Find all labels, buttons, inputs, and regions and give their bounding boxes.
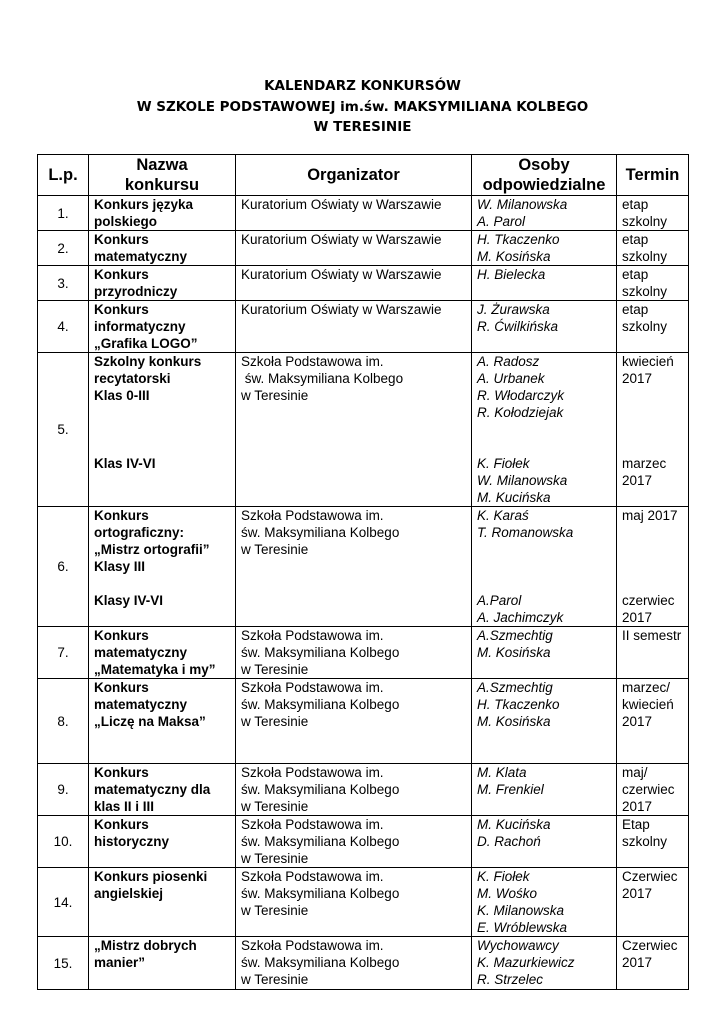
date-cell-line: 2017 — [622, 955, 653, 970]
date-cell-line: marzec/ — [622, 680, 671, 695]
responsible-persons — [472, 507, 617, 627]
responsible-persons-line: K. Karaś — [477, 508, 529, 523]
competition-name-line: Konkurs — [94, 680, 149, 695]
competition-name-line: klas II i III — [94, 799, 155, 814]
responsible-persons-line — [477, 558, 613, 575]
organizer-line: św. Maksymiliana Kolbego — [241, 697, 400, 712]
organizer-line: św. Maksymiliana Kolbego — [241, 782, 400, 797]
competition-name — [89, 507, 236, 627]
competition-name — [89, 816, 236, 868]
date-cell — [617, 764, 689, 816]
organizer-line: Szkoła Podstawowa im. — [241, 508, 384, 523]
date-cell-line: 2017 — [622, 473, 653, 488]
organizer — [236, 816, 472, 868]
organizer — [236, 868, 472, 937]
competition-name — [89, 937, 236, 990]
responsible-persons-line: K. Fiołek — [477, 456, 530, 471]
competition-name-line: „Grafika LOGO” — [94, 336, 198, 351]
responsible-persons-line: M. Klata — [477, 765, 527, 780]
responsible-persons-line: M. Kosińska — [477, 249, 551, 264]
date-cell-line: etap — [622, 197, 649, 212]
competition-name-line: recytatorski — [94, 371, 171, 386]
responsible-persons-line: R. Kołodziejak — [477, 405, 564, 420]
competition-name-line: Klas IV-VI — [94, 456, 156, 471]
table-row — [38, 816, 689, 868]
competition-name-line: Szkolny konkurs — [94, 354, 202, 369]
date-cell-line: czerwiec — [622, 593, 675, 608]
date-cell-line: 2017 — [622, 371, 653, 386]
date-cell-line: 2017 — [622, 714, 653, 729]
responsible-persons-line: K. Fiołek — [477, 869, 530, 884]
header-nazwa: Nazwa konkursu — [89, 155, 236, 196]
date-cell-line — [622, 575, 685, 592]
responsible-persons-line: R. Strzelec — [477, 972, 544, 987]
table-row — [38, 301, 689, 353]
date-cell-line — [622, 541, 685, 558]
responsible-persons-line: A.Parol — [477, 593, 522, 608]
table-row — [38, 937, 689, 990]
date-cell — [617, 196, 689, 231]
competition-name-line: Konkurs piosenki — [94, 869, 208, 884]
responsible-persons-line: M. Kucińska — [477, 490, 551, 505]
organizer-line: w Teresinie — [241, 662, 309, 677]
date-cell-line: maj/ — [622, 765, 648, 780]
organizer — [236, 507, 472, 627]
date-cell-line — [622, 404, 685, 421]
organizer-line: św. Maksymiliana Kolbego — [241, 371, 404, 386]
competition-name-line: matematyczny — [94, 249, 188, 264]
header-row — [38, 155, 689, 196]
responsible-persons-line: M. Kucińska — [477, 817, 551, 832]
competition-name-line: Konkurs — [94, 817, 149, 832]
date-cell-line: 2017 — [622, 799, 653, 814]
competition-name-line: Konkurs — [94, 628, 149, 643]
responsible-persons-line: R. Ćwilkińska — [477, 319, 559, 334]
organizer-line: w Teresinie — [241, 388, 309, 403]
competition-name-line: Konkurs — [94, 765, 149, 780]
responsible-persons-line: A. Urbanek — [477, 371, 545, 386]
organizer-line: w Teresinie — [241, 799, 309, 814]
header-termin: Termin — [617, 155, 689, 196]
responsible-persons-line: J. Żurawska — [477, 302, 550, 317]
organizer-line: Szkoła Podstawowa im. — [241, 817, 384, 832]
responsible-persons-line — [477, 575, 613, 592]
date-cell-line: kwiecień — [622, 697, 674, 712]
date-cell — [617, 627, 689, 679]
competition-name-line: matematyczny dla — [94, 782, 211, 797]
title-line-1: KALENDARZ KONKURSÓW — [264, 78, 461, 94]
row-number: 10. — [38, 816, 89, 868]
date-cell-line: szkolny — [622, 284, 668, 299]
row-number: 3. — [38, 266, 89, 301]
responsible-persons — [472, 937, 617, 990]
organizer — [236, 353, 472, 507]
table-row — [38, 353, 689, 507]
date-cell — [617, 679, 689, 764]
date-cell-line: czerwiec — [622, 782, 675, 797]
date-cell-line — [622, 524, 685, 541]
date-cell-line: etap — [622, 267, 649, 282]
responsible-persons-line: R. Włodarczyk — [477, 388, 565, 403]
row-number: 6. — [38, 507, 89, 627]
date-cell-line: Czerwiec — [622, 938, 678, 953]
date-cell-line: etap — [622, 232, 649, 247]
organizer-line: św. Maksymiliana Kolbego — [241, 834, 400, 849]
organizer-line: Szkoła Podstawowa im. — [241, 680, 384, 695]
competition-name — [89, 764, 236, 816]
date-cell-line: marzec — [622, 456, 667, 471]
responsible-persons — [472, 196, 617, 231]
date-cell-line: szkolny — [622, 249, 668, 264]
competition-name-line: „Mistrz dobrych — [94, 938, 197, 953]
organizer-line: Szkoła Podstawowa im. — [241, 869, 384, 884]
table-row — [38, 231, 689, 266]
date-cell — [617, 353, 689, 507]
organizer — [236, 937, 472, 990]
responsible-persons-line: M. Kosińska — [477, 645, 551, 660]
organizer-line: w Teresinie — [241, 714, 309, 729]
row-number: 8. — [38, 679, 89, 764]
table-row — [38, 266, 689, 301]
row-number: 15. — [38, 937, 89, 990]
organizer — [236, 627, 472, 679]
competition-name-line: angielskiej — [94, 886, 164, 901]
responsible-persons-line: A.Szmechtig — [477, 628, 553, 643]
organizer-line: św. Maksymiliana Kolbego — [241, 955, 400, 970]
date-cell-line: maj 2017 — [622, 508, 678, 523]
row-number: 14. — [38, 868, 89, 937]
date-cell-line: 2017 — [622, 610, 653, 625]
responsible-persons — [472, 764, 617, 816]
competition-name-line: Konkurs — [94, 508, 149, 523]
competition-name-line: matematyczny — [94, 645, 188, 660]
responsible-persons-line — [477, 421, 613, 438]
organizer-line: Szkoła Podstawowa im. — [241, 765, 384, 780]
table-row — [38, 764, 689, 816]
competition-name — [89, 231, 236, 266]
organizer — [236, 231, 472, 266]
table-row — [38, 679, 689, 764]
responsible-persons-line: D. Rachoń — [477, 834, 541, 849]
organizer — [236, 679, 472, 764]
responsible-persons — [472, 627, 617, 679]
competition-name-line: manier” — [94, 955, 146, 970]
competition-name-line: informatyczny — [94, 319, 186, 334]
responsible-persons-line: E. Wróblewska — [477, 920, 568, 935]
competition-name — [89, 627, 236, 679]
organizer-line: Kuratorium Oświaty w Warszawie — [241, 302, 442, 317]
date-cell — [617, 937, 689, 990]
responsible-persons-line: H. Tkaczenko — [477, 232, 560, 247]
responsible-persons-line: W. Milanowska — [477, 197, 568, 212]
responsible-persons-line: M. Wośko — [477, 886, 538, 901]
row-number: 1. — [38, 196, 89, 231]
responsible-persons-line: W. Milanowska — [477, 473, 568, 488]
title-line-2: W SZKOLE PODSTAWOWEJ im.św. MAKSYMILIANA KOLBEGO — [136, 98, 589, 115]
organizer — [236, 301, 472, 353]
date-cell-line: etap — [622, 302, 649, 317]
competition-name-line — [94, 575, 232, 592]
responsible-persons-line: M. Frenkiel — [477, 782, 544, 797]
date-cell-line: Czerwiec — [622, 869, 678, 884]
date-cell-line — [622, 387, 685, 404]
date-cell-line: szkolny — [622, 834, 668, 849]
date-cell-line — [622, 421, 685, 438]
competition-name-line: Konkurs — [94, 232, 149, 247]
organizer — [236, 266, 472, 301]
organizer-line: Szkoła Podstawowa im. — [241, 938, 384, 953]
competition-name-line: Konkurs — [94, 302, 149, 317]
date-cell — [617, 816, 689, 868]
competition-name-line: Konkurs — [94, 267, 149, 282]
table-row — [38, 196, 689, 231]
responsible-persons-line: M. Kosińska — [477, 714, 551, 729]
competition-name-line: „Mistrz ortografii” — [94, 542, 210, 557]
competitions-table — [37, 154, 689, 990]
responsible-persons — [472, 679, 617, 764]
date-cell — [617, 507, 689, 627]
table-row — [38, 868, 689, 937]
row-number: 7. — [38, 627, 89, 679]
responsible-persons — [472, 816, 617, 868]
organizer-line: św. Maksymiliana Kolbego — [241, 525, 400, 540]
date-cell-line: Etap — [622, 817, 650, 832]
responsible-persons-line: H. Tkaczenko — [477, 697, 560, 712]
competition-name — [89, 679, 236, 764]
competition-name-line: przyrodniczy — [94, 284, 178, 299]
row-number: 9. — [38, 764, 89, 816]
responsible-persons-line: A. Jachimczyk — [477, 610, 564, 625]
responsible-persons — [472, 868, 617, 937]
row-number: 2. — [38, 231, 89, 266]
responsible-persons-line: Wychowawcy — [477, 938, 559, 953]
date-cell-line: szkolny — [622, 319, 668, 334]
competition-name — [89, 266, 236, 301]
competition-name — [89, 868, 236, 937]
header-organizator: Organizator — [236, 155, 472, 196]
responsible-persons — [472, 301, 617, 353]
competition-name — [89, 196, 236, 231]
responsible-persons-line: K. Milanowska — [477, 903, 565, 918]
header-osoby: Osoby odpowiedzialne — [472, 155, 617, 196]
organizer-line: Szkoła Podstawowa im. — [241, 354, 384, 369]
responsible-persons-line: A. Parol — [477, 214, 526, 229]
organizer-line: Kuratorium Oświaty w Warszawie — [241, 197, 442, 212]
organizer — [236, 196, 472, 231]
title-line-3: W TERESINIE — [313, 119, 412, 135]
date-cell — [617, 301, 689, 353]
organizer-line: św. Maksymiliana Kolbego — [241, 645, 400, 660]
competition-name-line — [94, 404, 232, 421]
competition-name-line: historyczny — [94, 834, 170, 849]
competition-name — [89, 301, 236, 353]
competition-name-line — [94, 438, 232, 455]
date-cell-line — [622, 558, 685, 575]
competition-name-line: ortograficzny: — [94, 525, 185, 540]
responsible-persons-line — [477, 438, 613, 455]
competition-name-line: „Matematyka i my” — [94, 662, 216, 677]
responsible-persons — [472, 231, 617, 266]
organizer-line: w Teresinie — [241, 972, 309, 987]
competition-name-line — [94, 421, 232, 438]
date-cell — [617, 868, 689, 937]
date-cell-line: 2017 — [622, 886, 653, 901]
header-lp: L.p. — [38, 155, 89, 196]
date-cell — [617, 266, 689, 301]
responsible-persons-line: A.Szmechtig — [477, 680, 553, 695]
table-row — [38, 627, 689, 679]
organizer-line: Kuratorium Oświaty w Warszawie — [241, 232, 442, 247]
competition-name-line: Klasy IV-VI — [94, 593, 164, 608]
organizer — [236, 764, 472, 816]
table-row — [38, 507, 689, 627]
competition-name-line: Klasy III — [94, 559, 146, 574]
row-number: 4. — [38, 301, 89, 353]
responsible-persons-line: K. Mazurkiewicz — [477, 955, 575, 970]
competition-name-line: Konkurs języka — [94, 197, 194, 212]
row-number: 5. — [38, 353, 89, 507]
organizer-line: w Teresinie — [241, 903, 309, 918]
responsible-persons-line — [477, 541, 613, 558]
responsible-persons-line: H. Bielecka — [477, 267, 546, 282]
date-cell-line: szkolny — [622, 214, 668, 229]
date-cell-line: II semestr — [622, 628, 682, 643]
organizer-line: w Teresinie — [241, 851, 309, 866]
date-cell-line: kwiecień — [622, 354, 674, 369]
competition-name-line: „Liczę na Maksa” — [94, 714, 206, 729]
organizer-line: Szkoła Podstawowa im. — [241, 628, 384, 643]
document-title — [0, 76, 725, 138]
competition-name-line: Klas 0-III — [94, 388, 150, 403]
responsible-persons-line: T. Romanowska — [477, 525, 574, 540]
organizer-line: w Teresinie — [241, 542, 309, 557]
competition-name-line: matematyczny — [94, 697, 188, 712]
date-cell-line — [622, 438, 685, 455]
responsible-persons — [472, 353, 617, 507]
competition-name — [89, 353, 236, 507]
date-cell — [617, 231, 689, 266]
competition-name-line: polskiego — [94, 214, 158, 229]
responsible-persons — [472, 266, 617, 301]
organizer-line: Kuratorium Oświaty w Warszawie — [241, 267, 442, 282]
organizer-line: św. Maksymiliana Kolbego — [241, 886, 400, 901]
responsible-persons-line: A. Radosz — [477, 354, 540, 369]
